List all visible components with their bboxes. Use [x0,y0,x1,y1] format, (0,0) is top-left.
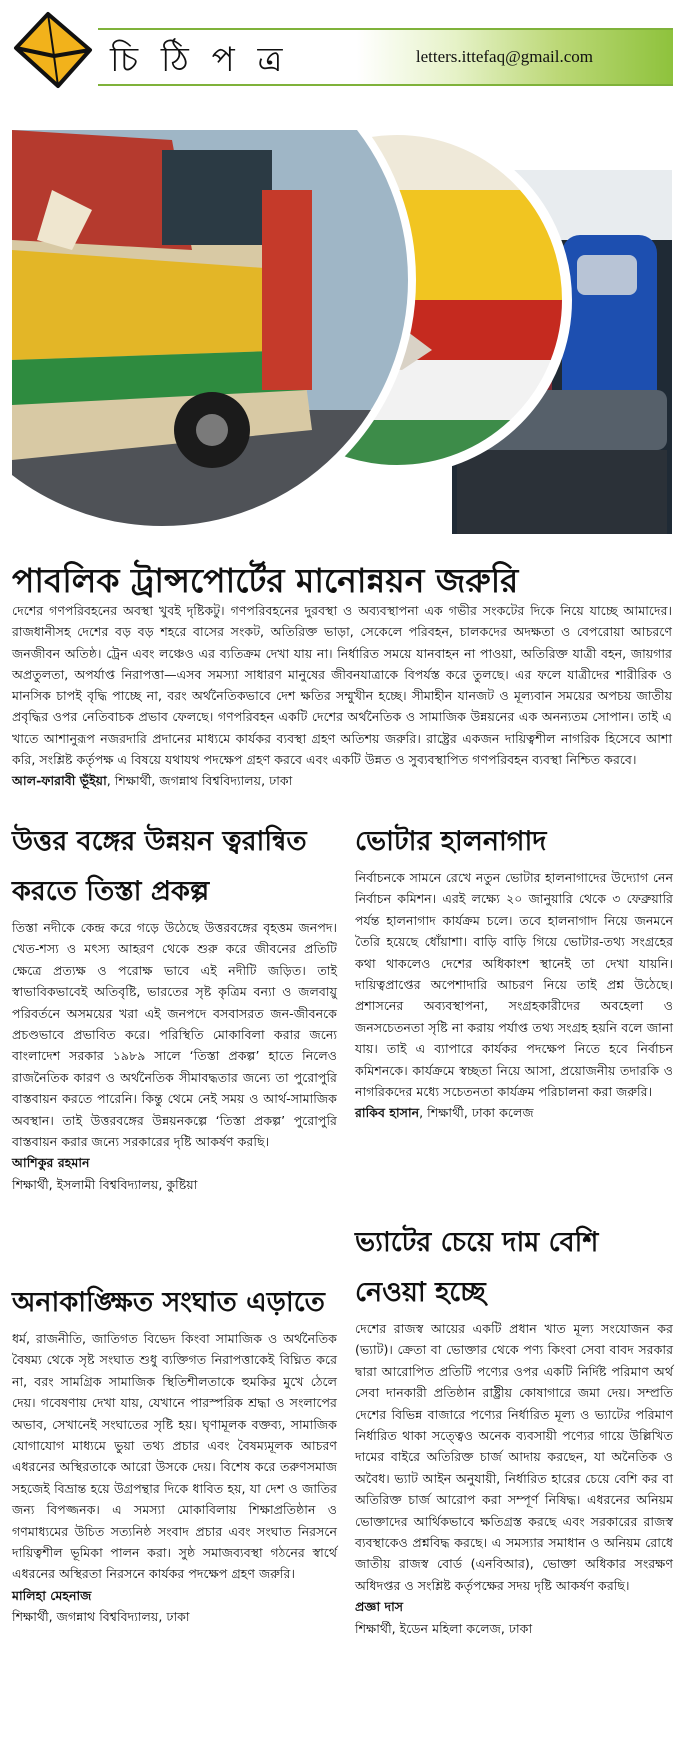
letter-affiliation: শিক্ষার্থী, জগন্নাথ বিশ্ববিদ্যালয়, ঢাকা [12,1609,190,1625]
lead-letter [12,600,672,792]
letter-author: রাকিব হাসান [355,1105,420,1121]
letter-voter-update [355,817,673,1124]
letter-title: উত্তর বঙ্গের উন্নয়ন ত্বরান্বিত করতে তিস্তা প্রকল্প [12,826,307,907]
envelope-logo-icon [8,8,98,98]
letter-teesta-project [12,817,337,1195]
section-title: চি ঠি প ত্র [110,40,289,80]
bus-exterior-photo [12,130,412,534]
letter-author: প্রজ্ঞা দাস [355,1599,404,1615]
letter-title: ভোটার হালনাগাদ [355,826,547,857]
letter-author: মালিহা মেহনাজ [12,1587,92,1603]
letter-body: নির্বাচনকে সামনে রেখে নতুন ভোটার হালনাগাদের উদ্যোগ নেন নির্বাচন কমিশন। এরই লক্ষ্যে ২০ জানুয়ারি থেকে ৩ ফেব্রুয়ারি পর্যন্ত হালনাগাদ কার্যক্রম চলে। তবে হালনাগাদ নিয়ে জনমনে তৈরি হয়েছে ধোঁয়াশা। বাড়ি বাড়ি গিয়ে ভোটার-তথ্য সংগ্রহের কথা থাকলেও দেশের অধিকাংশ স্থানেই তা দেখা যায়নি। দায়িত্বপ্রাপ্তের অপেশাদারি আচরণ নিয়ে তাই প্রশ্ন উঠেছে। প্রশাসনের অব্যবস্থাপনা, সংগ্রহকারীদের অবহেলা ও জনসচেতনতা সৃষ্টি না করায় পর্যাপ্ত তথ্য সংগ্রহ হয়নি বলে জানা যায়। তাই এ ব্যাপারে কার্যকর পদক্ষেপ নিতে হবে নির্বাচন কমিশনকে। কার্যক্রমে স্বচ্ছতা নিয়ে আসা, প্রয়োজনীয় তদারকি ও নাগরিকদের মধ্যে সচেতনতা কার্যক্রম পরিচালনা করা জরুরি। [355,870,673,1100]
letter-avoid-conflict [12,1278,337,1628]
masthead-bar [98,28,673,86]
letter-body: ধর্ম, রাজনীতি, জাতিগত বিভেদ কিংবা সামাজিক ও অর্থনৈতিক বৈষম্য থেকে সৃষ্ট সংঘাত শুধু ব্যক্তিগত নিরাপত্তাকেই বিঘ্নিত করে না, বরং সামগ্রিক সামাজিক স্থিতিশীলতাকে হুমকির মুখে ঠেলে দেয়। গবেষণায় দেখা যায়, যেখানে পারস্পরিক শ্রদ্ধা ও সংলাপের অভাব, সেখানেই সংঘাতের সৃষ্টি হয়। ঘৃণামূলক বক্তব্য, সামাজিক যোগাযোগ মাধ্যমে ভুয়া তথ্য প্রচার এবং বৈষম্যমূলক আচরণ এধরনের অস্থিরতাকে আরো উসকে দেয়। বিশেষ করে তরুণসমাজ সহজেই বিভ্রান্ত হয়ে উগ্রপন্থার দিকে ধাবিত হয়, যা দেশ ও জাতির জন্য বিপজ্জনক। এ সমস্যা মোকাবিলায় শিক্ষাপ্রতিষ্ঠান ও গণমাধ্যমের উচিত সত্যনিষ্ঠ সংবাদ প্রচার এবং সংঘাত নিরসনে দায়িত্বশীল ভূমিকা পালন করা। সুষ্ঠ সমাজব্যবস্থা গঠনের স্বার্থে এধরনের অস্থিরতা নিরসনে কার্যকর পদক্ষেপ গ্রহণ জরুরি। [12,1331,337,1582]
letter-title: ভ্যাটের চেয়ে দাম বেশি নেওয়া হচ্ছে [355,1227,599,1308]
lead-letter-byline [12,773,292,788]
contact-email[interactable]: letters.ittefaq@gmail.com [415,47,593,66]
letter-body: তিস্তা নদীকে কেন্দ্র করে গড়ে উঠেছে উত্তরবঙ্গের বৃহত্তম জনপদ। খেত-শস্য ও মৎস্য আহরণ থেকে শুরু করে জীবনের প্রতিটি ক্ষেত্রে প্রত্যক্ষ ও পরোক্ষ ভাবে এই নদীটি জড়িত। তাই স্বাভাবিকভাবেই অতিবৃষ্টি, ভারতের সৃষ্ট কৃত্রিম বন্যা ও জলবায়ু পরিবর্তনে অসময়ের খরা এই জনপদে বসবাসরত জন-জীবনকে প্রচণ্ডভাবে প্রভাবিত করে। পরিস্থিতি মোকাবিলা করার জন্যে বাংলাদেশ সরকার ১৯৮৯ সালে ‘তিস্তা প্রকল্প’ হাতে নিলেও রাজনৈতিক কারণ ও অর্থনৈতিক সীমাবদ্ধতার জন্যে তা পুরোপুরি বাস্তবায়ন করতে পারেনি। কিন্তু থেমে নেই সময় ও আর্থ-সামাজিক অবস্থান। তাই উত্তরবঙ্গের উন্নয়নকল্পে ‘তিস্তা প্রকল্প’ পুরোপুরি বাস্তবায়ন করার জন্যে সরকারের দৃষ্টি আকর্ষণ করছি। [12,920,337,1150]
page-header [0,0,686,100]
bus-photo-collage [12,130,672,534]
letter-author: আশিকুর রহমান [12,1155,90,1171]
letter-byline [355,1102,673,1123]
lead-letter-author: আল-ফারাবী ভূঁইয়া [12,773,107,789]
lead-letter-title: পাবলিক ট্রান্সপোর্টের মানোন্নয়ন জরুরি [12,561,519,600]
letter-affiliation: শিক্ষার্থী, ইডেন মহিলা কলেজ, ঢাকা [355,1620,533,1636]
letter-title: অনাকাঙ্ক্ষিত সংঘাত এড়াতে [12,1287,325,1318]
letter-affiliation: শিক্ষার্থী, ইসলামী বিশ্ববিদ্যালয়, কুষ্টিয়া [12,1176,198,1192]
letter-affiliation: , শিক্ষার্থী, ঢাকা কলেজ [419,1105,534,1121]
lead-letter-affiliation: , শিক্ষার্থী, জগন্নাথ বিশ্ববিদ্যালয়, ঢাকা [106,773,293,789]
lead-letter-body: দেশের গণপরিবহনের অবস্থা খুবই দৃষ্টিকটু। গণপরিবহনের দুরবস্থা ও অব্যবস্থাপনা এক গভীর সংকটের দিকে নিয়ে যাচ্ছে আমাদের। রাজধানীসহ দেশের বড় বড় শহরে বাসের সংকট, অতিরিক্ত ভাড়া, সেকেলে পরিবহন, চালকদের অদক্ষতা ও বেপরোয়া আচরণে জনজীবন অতিষ্ঠ। ট্রেন এবং লঞ্চেও এর ব্যতিক্রম দেখা যায় না। নির্ধারিত সময়ে যানবাহন না পাওয়া, অতিরিক্ত যাত্রী বহন, জায়গার অপ্রতুলতা, অপর্যাপ্ত নিরাপত্তা—এসব সমস্যা সাধারণ মানুষের জীবনযাত্রাকে বিপর্যস্ত করে তুলছে। এর ফলে যাত্রীদের শারীরিক ও মানসিক চাপই বৃদ্ধি পাচ্ছে না, বরং অর্থনৈতিকভাবে দেশ ক্ষতির সম্মুখীন হচ্ছে। সীমাহীন যানজট ও মূল্যবান সময়ের অপচয় জাতীয় প্রবৃদ্ধির ওপর নেতিবাচক প্রভাব ফেলছে। গণপরিবহন একটি দেশের অর্থনৈতিক ও সামাজিক উন্নয়নের এক অনন্যতম সোপান। তাই এ খাতে আশানুরূপ নজরদারি প্রদানের মাধ্যমে কার্যকর ব্যবস্থা গ্রহণ অতিশয় জরুরি। রাষ্ট্রের একজন দায়িত্বশীল নাগরিক হিসেবে আশা করি, সংশ্লিষ্ট কর্তৃপক্ষ এ বিষয়ে যথাযথ পদক্ষেপ গ্রহণ করবে এবং একটি উন্নত ও সুব্যবস্থাপিত গণপরিবহন ব্যবস্থা নিশ্চিত করবে। [12,603,672,768]
letter-body: দেশের রাজস্ব আয়ের একটি প্রধান খাত মূল্য সংযোজন কর (ভ্যাট)। ক্রেতা বা ভোক্তার থেকে পণ্য কিংবা সেবা বাবদ সরকার দ্বারা আরোপিত প্রতিটি পণ্যের ওপর একটি নির্দিষ্ট পরিমাণ অর্থ সেবা দানকারী প্রতিষ্ঠান রাষ্ট্রীয় কোষাগারে জমা দেয়। সম্প্রতি দেশের বিভিন্ন বাজারে পণ্যের নির্ধারিত মূল্য ও ভ্যাটের পরিমাণ নির্ধারিত থাকা সত্ত্বেও অনেক ব্যবসায়ী পণ্যের গায়ে উল্লিখিত দামের বাইরে অতিরিক্ত চার্জ আদায় করছেন, যা অনৈতিক ও অবৈধ। ভ্যাট আইন অনুযায়ী, নির্ধারিত হারের চেয়ে বেশি কর বা অতিরিক্ত চার্জ আরোপ করা সম্পূর্ণ নিষিদ্ধ। এধরনের অনিয়ম ভোক্তাদের আর্থিকভাবে ক্ষতিগ্রস্ত করছে এবং সরকারের রাজস্ব ব্যবস্থাকেও প্রশ্নবিদ্ধ করছে। এ সমস্যার সমাধান ও অনিয়ম রোধে জাতীয় রাজস্ব বোর্ড (এনবিআর), ভোক্তা অধিকার সংরক্ষণ অধিদপ্তর ও সংশ্লিষ্ট কর্তৃপক্ষের সদয় দৃষ্টি আকর্ষণ করছি। [355,1321,673,1593]
letter-vat-overcharge [355,1218,673,1639]
